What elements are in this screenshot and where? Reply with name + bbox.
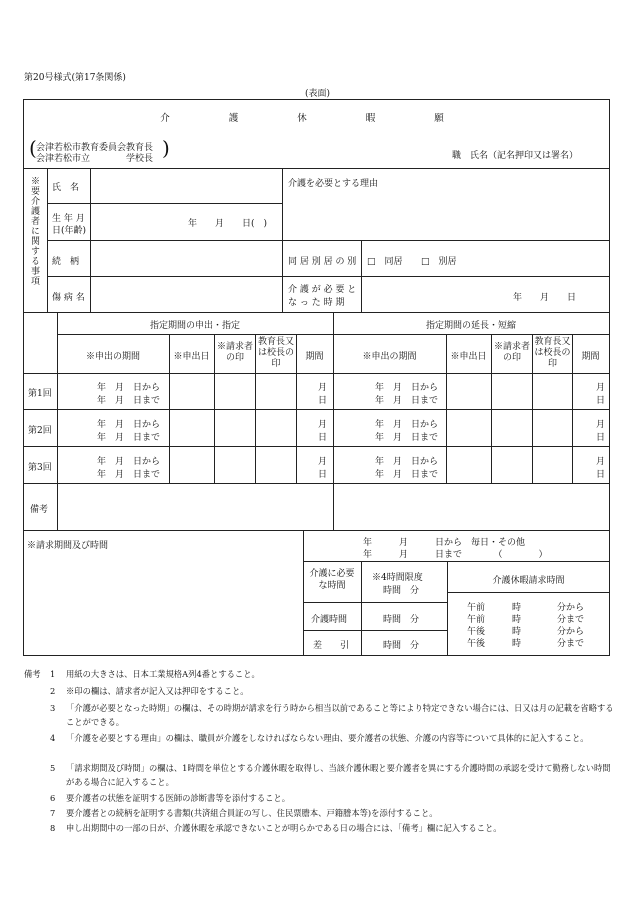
group-right-header: 指定期間の延長・短縮 [425,321,516,331]
notes-label: 備考 [24,669,41,679]
cohabit-option-separate[interactable]: □ 別居 [421,257,457,267]
when-label-1: 介 護 が 必 要 と [288,285,357,295]
needed-time-label: 介護に必要な時間 [309,569,355,591]
note-number: 8 [50,823,56,833]
row1-from-2: 年 月 日から [375,383,439,393]
deduct-value: 時間 分 [383,641,420,651]
claim-time-label: 介護休暇請求時間 [492,576,565,586]
row1-to: 年 月 日まで [97,396,161,406]
note-2 [24,684,614,698]
illness-label: 傷 病 名 [52,293,85,303]
row1-term-month: 月 [318,383,328,393]
note-number: 2 [50,686,56,696]
row2-term-day: 日 [318,433,328,443]
form-number: 第20号様式(第17条関係) [24,73,126,83]
col-requester-seal: ※請求者の印 [216,342,253,363]
col-request-date: ※申出日 [173,352,210,362]
row1-term-day: 日 [318,396,328,406]
claim-from: 年 月 日から 毎日・その他 [363,538,526,548]
note-text: 要介護者との続柄を証明する書類(共済組合員証の写し、住民票謄本、戸籍謄本等)を添付すること。 [66,808,438,818]
needed-time-value: 時間 分 [383,586,420,596]
form-title: 介 護 休 暇 願 [160,113,472,124]
note-4 [24,731,614,759]
row1-term-month-2: 月 [596,383,606,393]
note-text: 「介護を必要とする理由」の欄は、職員が介護をしなければならない理由、要介護者の状態、介護の内容等について具体的に記入すること。 [66,733,589,743]
col-term-2: 期間 [581,352,600,362]
right-paren: ) [162,136,170,160]
relation-label: 続 柄 [52,257,80,267]
addressee-line-1: 会津若松市教育委員会教育長 [36,143,154,153]
note-1 [24,667,614,681]
deduct-label: 差 引 [313,641,350,651]
note-8 [24,821,614,835]
addressee-line-2: 会津若松市立 学校長 [36,154,154,164]
note-7 [24,806,614,820]
birth-label-2: 日(年齢) [52,226,87,236]
note-number: 4 [50,733,56,743]
col-principal-seal-2: 教育長又は校長の印 [534,337,571,369]
when-label-2: な っ た 時 期 [288,298,345,308]
note-number: 5 [50,763,56,773]
note-5 [24,761,614,789]
row1-term-day-2: 日 [596,396,606,406]
note-number: 3 [50,703,56,713]
row2-term-month: 月 [318,420,328,430]
care-time-value: 時間 分 [383,615,420,625]
note-number: 1 [50,669,56,679]
col-principal-seal: 教育長又は校長の印 [257,337,294,369]
note-text: 「介護が必要となった時期」の欄は、その時期が請求を行う時から相当以前であること等により特定できない場合には、日又は月の記載を省略することができる。 [66,703,614,727]
group-left-header: 指定期間の申出・指定 [149,321,240,331]
side-label: (表面) [305,89,331,99]
note-text: 要介護者の状態を証明する医師の診断書等を添付すること。 [66,793,291,803]
note-number: 6 [50,793,56,803]
col-period-request-2: ※申出の期間 [362,352,417,362]
row2-term-month-2: 月 [596,420,606,430]
row3-to: 年 月 日まで [97,470,161,480]
claim-label: ※請求期間及び時間 [27,541,109,551]
row1-to-2: 年 月 日まで [375,396,439,406]
row3-to-2: 年 月 日まで [375,470,439,480]
care-time-label: 介護時間 [311,615,348,625]
row3-term-day-2: 日 [596,470,606,480]
limit-label: ※4時間限度 [372,573,423,583]
note-6 [24,791,614,805]
row3-term-month: 月 [318,457,328,467]
when-value: 年 月 日 [513,293,577,303]
row3-term-day: 日 [318,470,328,480]
row2-from: 年 月 日から [97,420,161,430]
row-label-2: 第2回 [28,426,52,436]
am-to: 午前 時 分まで [467,615,585,625]
note-3 [24,701,614,729]
reason-label: 介護を必要とする理由 [288,179,379,189]
note-number: 7 [50,808,56,818]
left-paren: ( [29,136,37,160]
note-text: ※印の欄は、請求者が記入又は押印をすること。 [66,686,249,696]
am-from: 午前 時 分から [467,603,585,613]
row-label-3: 第3回 [28,463,52,473]
col-requester-seal-2: ※請求者の印 [493,342,530,363]
remarks-label: 備考 [30,505,49,515]
row2-to: 年 月 日まで [97,433,161,443]
row-label-1: 第1回 [28,389,52,399]
note-text: 申し出期間中の一部の日が、介護休暇を承認できないことが明らかである日の場合には、「備考」欄に記入すること。 [66,823,502,833]
pm-from: 午後 時 分から [467,627,585,637]
note-text: 用紙の大きさは、日本工業規格A列4番とすること。 [66,669,260,679]
row3-term-month-2: 月 [596,457,606,467]
applicant-label: 職 氏名（記名押印又は署名） [452,151,579,161]
pm-to: 午後 時 分まで [467,639,585,649]
cohabit-option-together[interactable]: □ 同居 [367,257,403,267]
row2-to-2: 年 月 日まで [375,433,439,443]
name-label: 氏 名 [52,183,80,193]
row2-term-day-2: 日 [596,433,606,443]
cohabit-label: 同 居 別 居 の 別 [288,257,357,267]
row1-from: 年 月 日から [97,383,161,393]
care-side-label: ※要介護者に関する事項 [29,176,39,286]
col-request-date-2: ※申出日 [450,352,487,362]
birth-label-1: 生 年 月 [52,214,85,224]
claim-to: 年 月 日まで （ ） [363,550,548,560]
col-term: 期間 [305,352,324,362]
row3-from-2: 年 月 日から [375,457,439,467]
birth-value: 年 月 日( ) [188,219,268,229]
row3-from: 年 月 日から [97,457,161,467]
note-text: 「請求期間及び時間」の欄は、1時間を単位とする介護休暇を取得し、当該介護休暇と要介護者を異にする介護時間の承認を受けて勤務しない時間がある場合に記入すること。 [66,763,611,787]
row2-from-2: 年 月 日から [375,420,439,430]
col-period-request: ※申出の期間 [85,352,140,362]
